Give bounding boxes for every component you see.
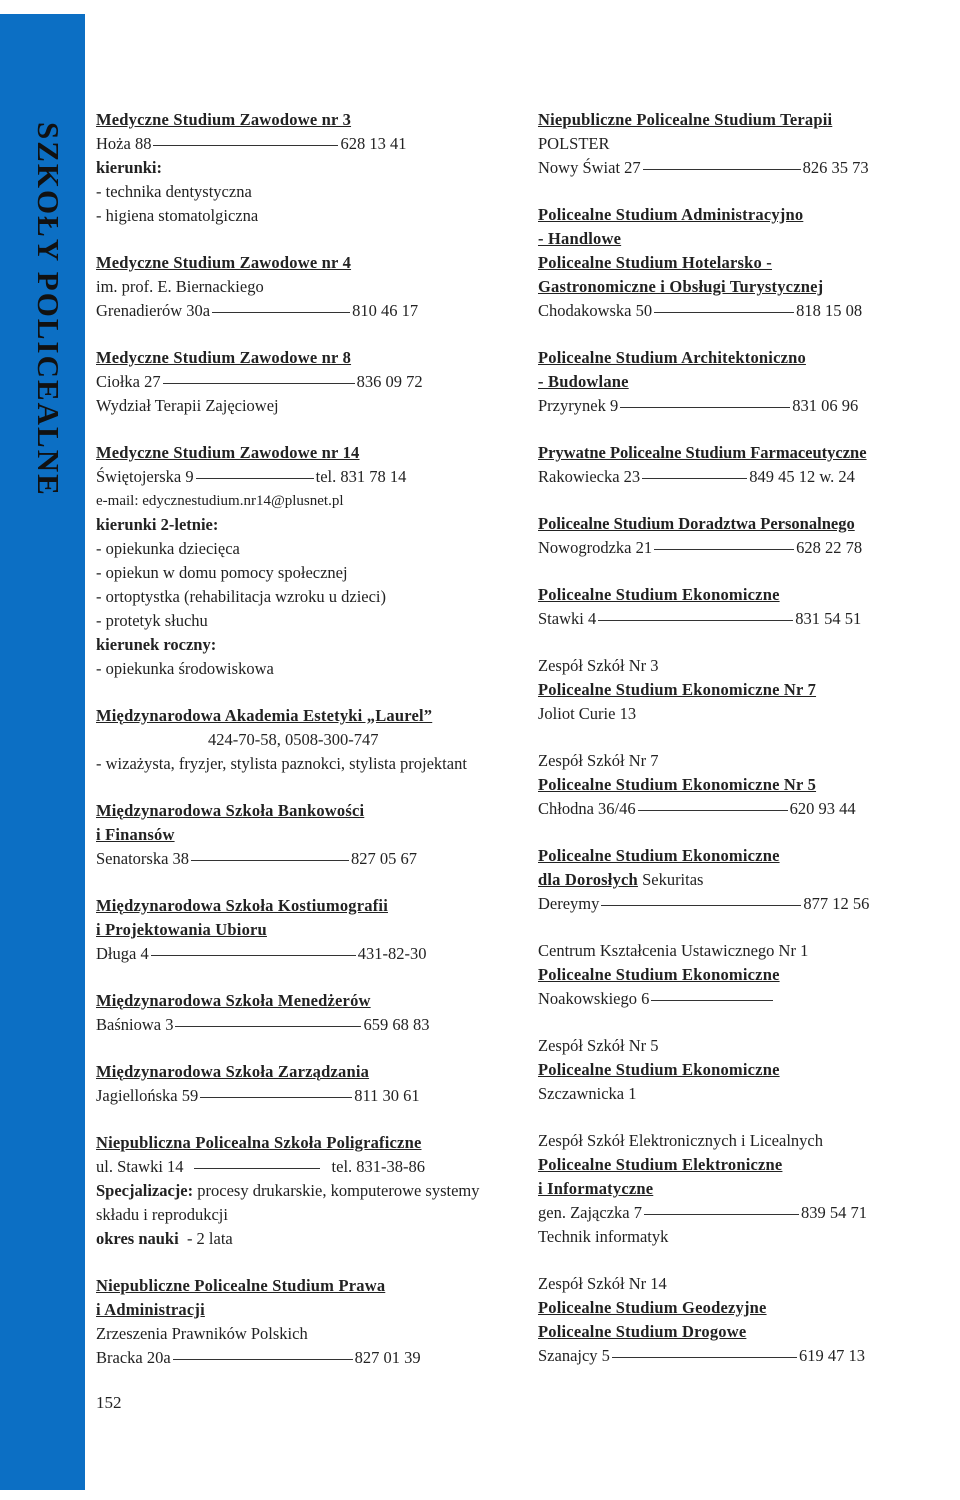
school-name: Międzynarodowa Szkoła Kostiumografii	[96, 896, 388, 915]
field-item: - opiekun w domu pomocy społecznej	[96, 563, 348, 582]
fields-label: kierunki:	[96, 158, 163, 177]
school-entry	[96, 108, 501, 228]
address: Grenadierów 30a	[96, 301, 211, 320]
school-entry	[96, 989, 501, 1037]
school-entry	[96, 346, 501, 418]
school-name: Policealne Studium Architektoniczno	[538, 348, 806, 367]
school-entry	[538, 654, 948, 726]
leader-line	[212, 312, 350, 313]
sidebar-band	[0, 14, 85, 1490]
phone: 810 46 17	[352, 301, 419, 320]
school-name: Prywatne Policealne Studium Farmaceutyczne	[538, 443, 867, 462]
school-subname: POLSTER	[538, 134, 610, 153]
fields-label: kierunek roczny:	[96, 635, 217, 654]
school-name-continued: i Projektowania Ubioru	[96, 920, 267, 939]
leader-line	[643, 169, 801, 170]
phone: 849 45 12 w. 24	[749, 467, 855, 486]
address: Jagiellońska 59	[96, 1086, 199, 1105]
school-entry	[538, 203, 948, 323]
school-entry	[538, 583, 948, 631]
leader-line	[601, 905, 801, 906]
phone: 620 93 44	[789, 799, 856, 818]
school-name-continued: - Budowlane	[538, 372, 629, 391]
field-item: - technika dentystyczna	[96, 182, 252, 201]
leader-line	[175, 1026, 361, 1027]
specialization: Technik informatyk	[538, 1227, 669, 1246]
phone: 628 22 78	[796, 538, 863, 557]
phone: 877 12 56	[803, 894, 870, 913]
school-name: Międzynarodowa Szkoła Menedżerów	[96, 991, 371, 1010]
left-column	[96, 108, 501, 1393]
leader-line	[194, 1168, 320, 1169]
school-name: Policealne Studium Doradztwa Personalnego	[538, 514, 855, 533]
school-entry	[96, 1060, 501, 1108]
school-name-continued: - Handlowe	[538, 229, 622, 248]
school-entry	[538, 1034, 948, 1106]
phone: 628 13 41	[340, 134, 407, 153]
school-name: Policealne Studium Drogowe	[538, 1322, 747, 1341]
school-name: Policealne Studium Elektroniczne	[538, 1155, 783, 1174]
school-entry	[96, 799, 501, 871]
leader-line	[196, 478, 314, 479]
school-entry	[96, 251, 501, 323]
address: Hoża 88	[96, 134, 152, 153]
leader-line	[200, 1097, 352, 1098]
phone: 431-82-30	[357, 944, 427, 963]
phone: 659 68 83	[363, 1015, 430, 1034]
school-name: Niepubliczna Policealna Szkoła Poligraficzne	[96, 1133, 422, 1152]
leader-line	[612, 1357, 797, 1358]
school-entry	[538, 512, 948, 560]
school-complex: Zespół Szkół Nr 3	[538, 656, 659, 675]
period: - 2 lata	[178, 1229, 233, 1248]
school-entry	[538, 844, 948, 916]
school-name: Medyczne Studium Zawodowe nr 3	[96, 110, 352, 129]
leader-line	[638, 810, 788, 811]
school-name-suffix: Sekuritas	[637, 870, 704, 889]
school-entry	[96, 704, 501, 776]
school-name: Policealne Studium Hotelarsko -	[538, 253, 772, 272]
school-name-continued: Gastronomiczne i Obsługi Turystycznej	[538, 277, 824, 296]
school-name-continued: i Informatyczne	[538, 1179, 654, 1198]
address: ul. Stawki 14	[96, 1157, 184, 1176]
phone: tel. 831 78 14	[315, 467, 407, 486]
address: Ciołka 27	[96, 372, 161, 391]
school-complex: Centrum Kształcenia Ustawicznego Nr 1	[538, 941, 809, 960]
school-name: Medyczne Studium Zawodowe nr 14	[96, 443, 360, 462]
address: Przyrynek 9	[538, 396, 619, 415]
address: Szczawnicka 1	[538, 1084, 637, 1103]
phone: 831 06 96	[792, 396, 859, 415]
school-entry	[96, 1131, 501, 1251]
phone: 818 15 08	[796, 301, 863, 320]
school-name: Medyczne Studium Zawodowe nr 8	[96, 348, 352, 367]
school-name: Medyczne Studium Zawodowe nr 4	[96, 253, 352, 272]
field-item: - ortoptystka (rehabilitacja wzroku u dzieci)	[96, 587, 387, 606]
school-name: Policealne Studium Ekonomiczne Nr 5	[538, 775, 817, 794]
patron: im. prof. E. Biernackiego	[96, 277, 264, 296]
address: Stawki 4	[538, 609, 597, 628]
section-title: SZKOŁY POLICEALNE	[31, 122, 66, 497]
address: Nowy Świat 27	[538, 158, 641, 177]
address: Senatorska 38	[96, 849, 190, 868]
school-complex: Zespół Szkół Nr 14	[538, 1274, 667, 1293]
school-name: Niepubliczne Policealne Studium Terapii	[538, 110, 833, 129]
leader-line	[620, 407, 790, 408]
school-name-continued: i Finansów	[96, 825, 175, 844]
address: Szanajcy 5	[538, 1346, 610, 1365]
email: e-mail: edycznestudium.nr14@plusnet.pl	[96, 493, 344, 509]
address: Joliot Curie 13	[538, 704, 637, 723]
leader-line	[642, 478, 747, 479]
address: Chodakowska 50	[538, 301, 653, 320]
field-item: - protetyk słuchu	[96, 611, 208, 630]
school-name: Międzynarodowa Akademia Estetyki „Laurel”	[96, 706, 433, 725]
school-entry	[538, 346, 948, 418]
school-entry	[96, 441, 501, 681]
phone: 831 54 51	[795, 609, 862, 628]
address: Długa 4	[96, 944, 149, 963]
address: Rakowiecka 23	[538, 467, 641, 486]
phone: 826 35 73	[802, 158, 869, 177]
school-complex: Zespół Szkół Elektronicznych i Licealnych	[538, 1131, 823, 1150]
school-name: Policealne Studium Ekonomiczne	[538, 1060, 780, 1079]
field-item: - opiekunka środowiskowa	[96, 659, 274, 678]
school-complex: Zespół Szkół Nr 7	[538, 751, 659, 770]
phone: 424-70-58, 0508-300-747	[208, 730, 379, 749]
school-name: Niepubliczne Policealne Studium Prawa	[96, 1276, 386, 1295]
school-entry	[538, 441, 948, 489]
leader-line	[651, 1000, 773, 1001]
address: Bracka 20a	[96, 1348, 171, 1367]
leader-line	[153, 145, 338, 146]
leader-line	[598, 620, 793, 621]
school-name-continued: i Administracji	[96, 1300, 205, 1319]
phone: 619 47 13	[798, 1346, 865, 1365]
school-entry	[96, 894, 501, 966]
school-entry	[538, 749, 948, 821]
leader-line	[654, 312, 794, 313]
address: Nowogrodzka 21	[538, 538, 653, 557]
leader-line	[163, 383, 355, 384]
phone: 827 01 39	[354, 1348, 421, 1367]
school-complex: Zespół Szkół Nr 5	[538, 1036, 659, 1055]
phone: 827 05 67	[351, 849, 418, 868]
school-name: Policealne Studium Administracyjno	[538, 205, 804, 224]
school-entry	[538, 939, 948, 1011]
department: Wydział Terapii Zajęciowej	[96, 396, 279, 415]
school-entry	[538, 108, 948, 180]
field-item: - higiena stomatolgiczna	[96, 206, 259, 225]
organization: Zrzeszenia Prawników Polskich	[96, 1324, 308, 1343]
phone: 839 54 71	[800, 1203, 867, 1222]
school-entry	[96, 1274, 501, 1370]
school-name: Policealne Studium Ekonomiczne	[538, 585, 780, 604]
specialization-label: Specjalizacje:	[96, 1181, 194, 1200]
address: Noakowskiego 6	[538, 989, 650, 1008]
page-number: 152	[96, 1393, 122, 1412]
address: Dereymy	[538, 894, 600, 913]
period-label: okres nauki	[96, 1229, 179, 1248]
school-name-continued: dla Dorosłych	[538, 870, 638, 889]
right-column	[538, 108, 948, 1391]
phone: 836 09 72	[356, 372, 423, 391]
leader-line	[654, 549, 794, 550]
school-name: Międzynarodowa Szkoła Bankowości	[96, 801, 365, 820]
address: Chłodna 36/46	[538, 799, 636, 818]
school-name: Policealne Studium Ekonomiczne	[538, 965, 780, 984]
school-entry	[538, 1272, 948, 1368]
specializations: procesy drukarskie, komputerowe systemy składu i reprodukcji	[96, 1181, 480, 1224]
school-name: Policealne Studium Ekonomiczne	[538, 846, 780, 865]
address: Baśniowa 3	[96, 1015, 174, 1034]
phone: 811 30 61	[354, 1086, 420, 1105]
school-name: Policealne Studium Ekonomiczne Nr 7	[538, 680, 817, 699]
fields-label: kierunki 2-letnie:	[96, 515, 219, 534]
field-item: - opiekunka dziecięca	[96, 539, 240, 558]
leader-line	[191, 860, 349, 861]
school-name: Policealne Studium Geodezyjne	[538, 1298, 767, 1317]
address: Świętojerska 9	[96, 467, 194, 486]
phone: tel. 831-38-86	[331, 1157, 426, 1176]
school-entry	[538, 1129, 948, 1249]
school-name: Międzynarodowa Szkoła Zarządzania	[96, 1062, 370, 1081]
leader-line	[644, 1214, 799, 1215]
address: gen. Zajączka 7	[538, 1203, 642, 1222]
leader-line	[173, 1359, 353, 1360]
leader-line	[151, 955, 356, 956]
description: - wizażysta, fryzjer, stylista paznokci, stylista projektant	[96, 754, 467, 773]
